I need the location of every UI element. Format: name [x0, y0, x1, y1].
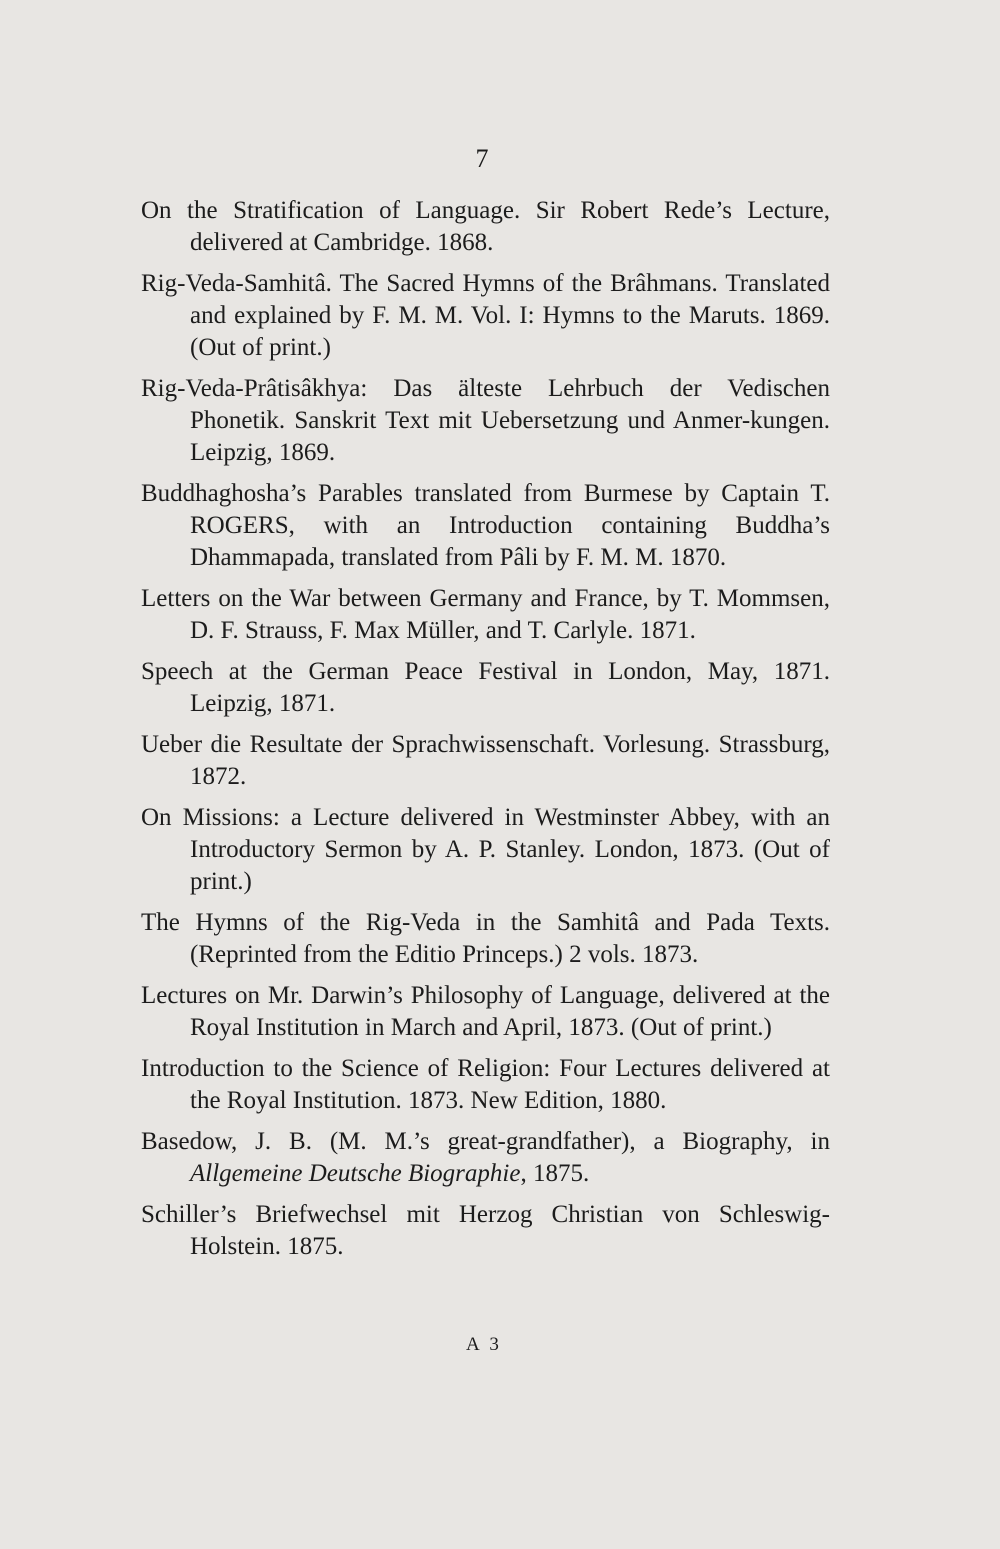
bibliography-entry: Rig-Veda-Prâtisâkhya: Das älteste Lehrbuch der Vedischen Phonetik. Sanskrit Text mit Uebersetzung und Anmer-kungen. Leipzig, 1869. — [141, 375, 830, 466]
bibliography-entry: On Missions: a Lecture delivered in Westminster Abbey, with an Introductory Sermon by A. P. Stanley. London, 1873. (Out of print.) — [141, 804, 830, 895]
entry-tail: , 1875. — [520, 1160, 590, 1187]
bibliography-entry: Rig-Veda-Samhitâ. The Sacred Hymns of the Brâhmans. Translated and explained by F. M. M. Vol. I: Hymns to the Maruts. 1869. (Out of print.) — [141, 270, 830, 361]
bibliography-entry: Ueber die Resultate der Sprachwissenschaft. Vorlesung. Strassburg, 1872. — [141, 731, 830, 790]
bibliography-entry: Buddhaghosha’s Parables translated from Burmese by Captain T. ROGERS, with an Introduction containing Buddha’s Dhammapada, translated from Pâli by F. M. M. 1870. — [141, 480, 830, 571]
bibliography-list — [141, 195, 830, 1272]
bibliography-entry: Speech at the German Peace Festival in London, May, 1871. Leipzig, 1871. — [141, 658, 830, 717]
bibliography-entry: On the Stratification of Language. Sir Robert Rede’s Lecture, delivered at Cambridge. 1868. — [141, 197, 830, 256]
bibliography-entry: The Hymns of the Rig-Veda in the Samhitâ and Pada Texts. (Reprinted from the Editio Princeps.) 2 vols. 1873. — [141, 909, 830, 968]
bibliography-entry: Letters on the War between Germany and France, by T. Mommsen, D. F. Strauss, F. Max Müller, and T. Carlyle. 1871. — [141, 585, 830, 644]
bibliography-entry — [141, 1126, 830, 1190]
bibliography-entry: Lectures on Mr. Darwin’s Philosophy of Language, delivered at the Royal Institution in March and April, 1873. (Out of print.) — [141, 982, 830, 1041]
page-number: 7 — [475, 144, 489, 173]
bibliography-entry: Introduction to the Science of Religion: Four Lectures delivered at the Royal Institution. 1873. New Edition, 1880. — [141, 1055, 830, 1114]
signature-mark: A 3 — [466, 1334, 502, 1355]
bibliography-entry: Schiller’s Briefwechsel mit Herzog Christian von Schleswig-Holstein. 1875. — [141, 1201, 830, 1260]
entry-italic-title: Allgemeine Deutsche Biographie — [190, 1160, 521, 1187]
entry-text: Basedow, J. B. (M. M.’s great-grandfather), a Biography, in — [141, 1128, 830, 1155]
